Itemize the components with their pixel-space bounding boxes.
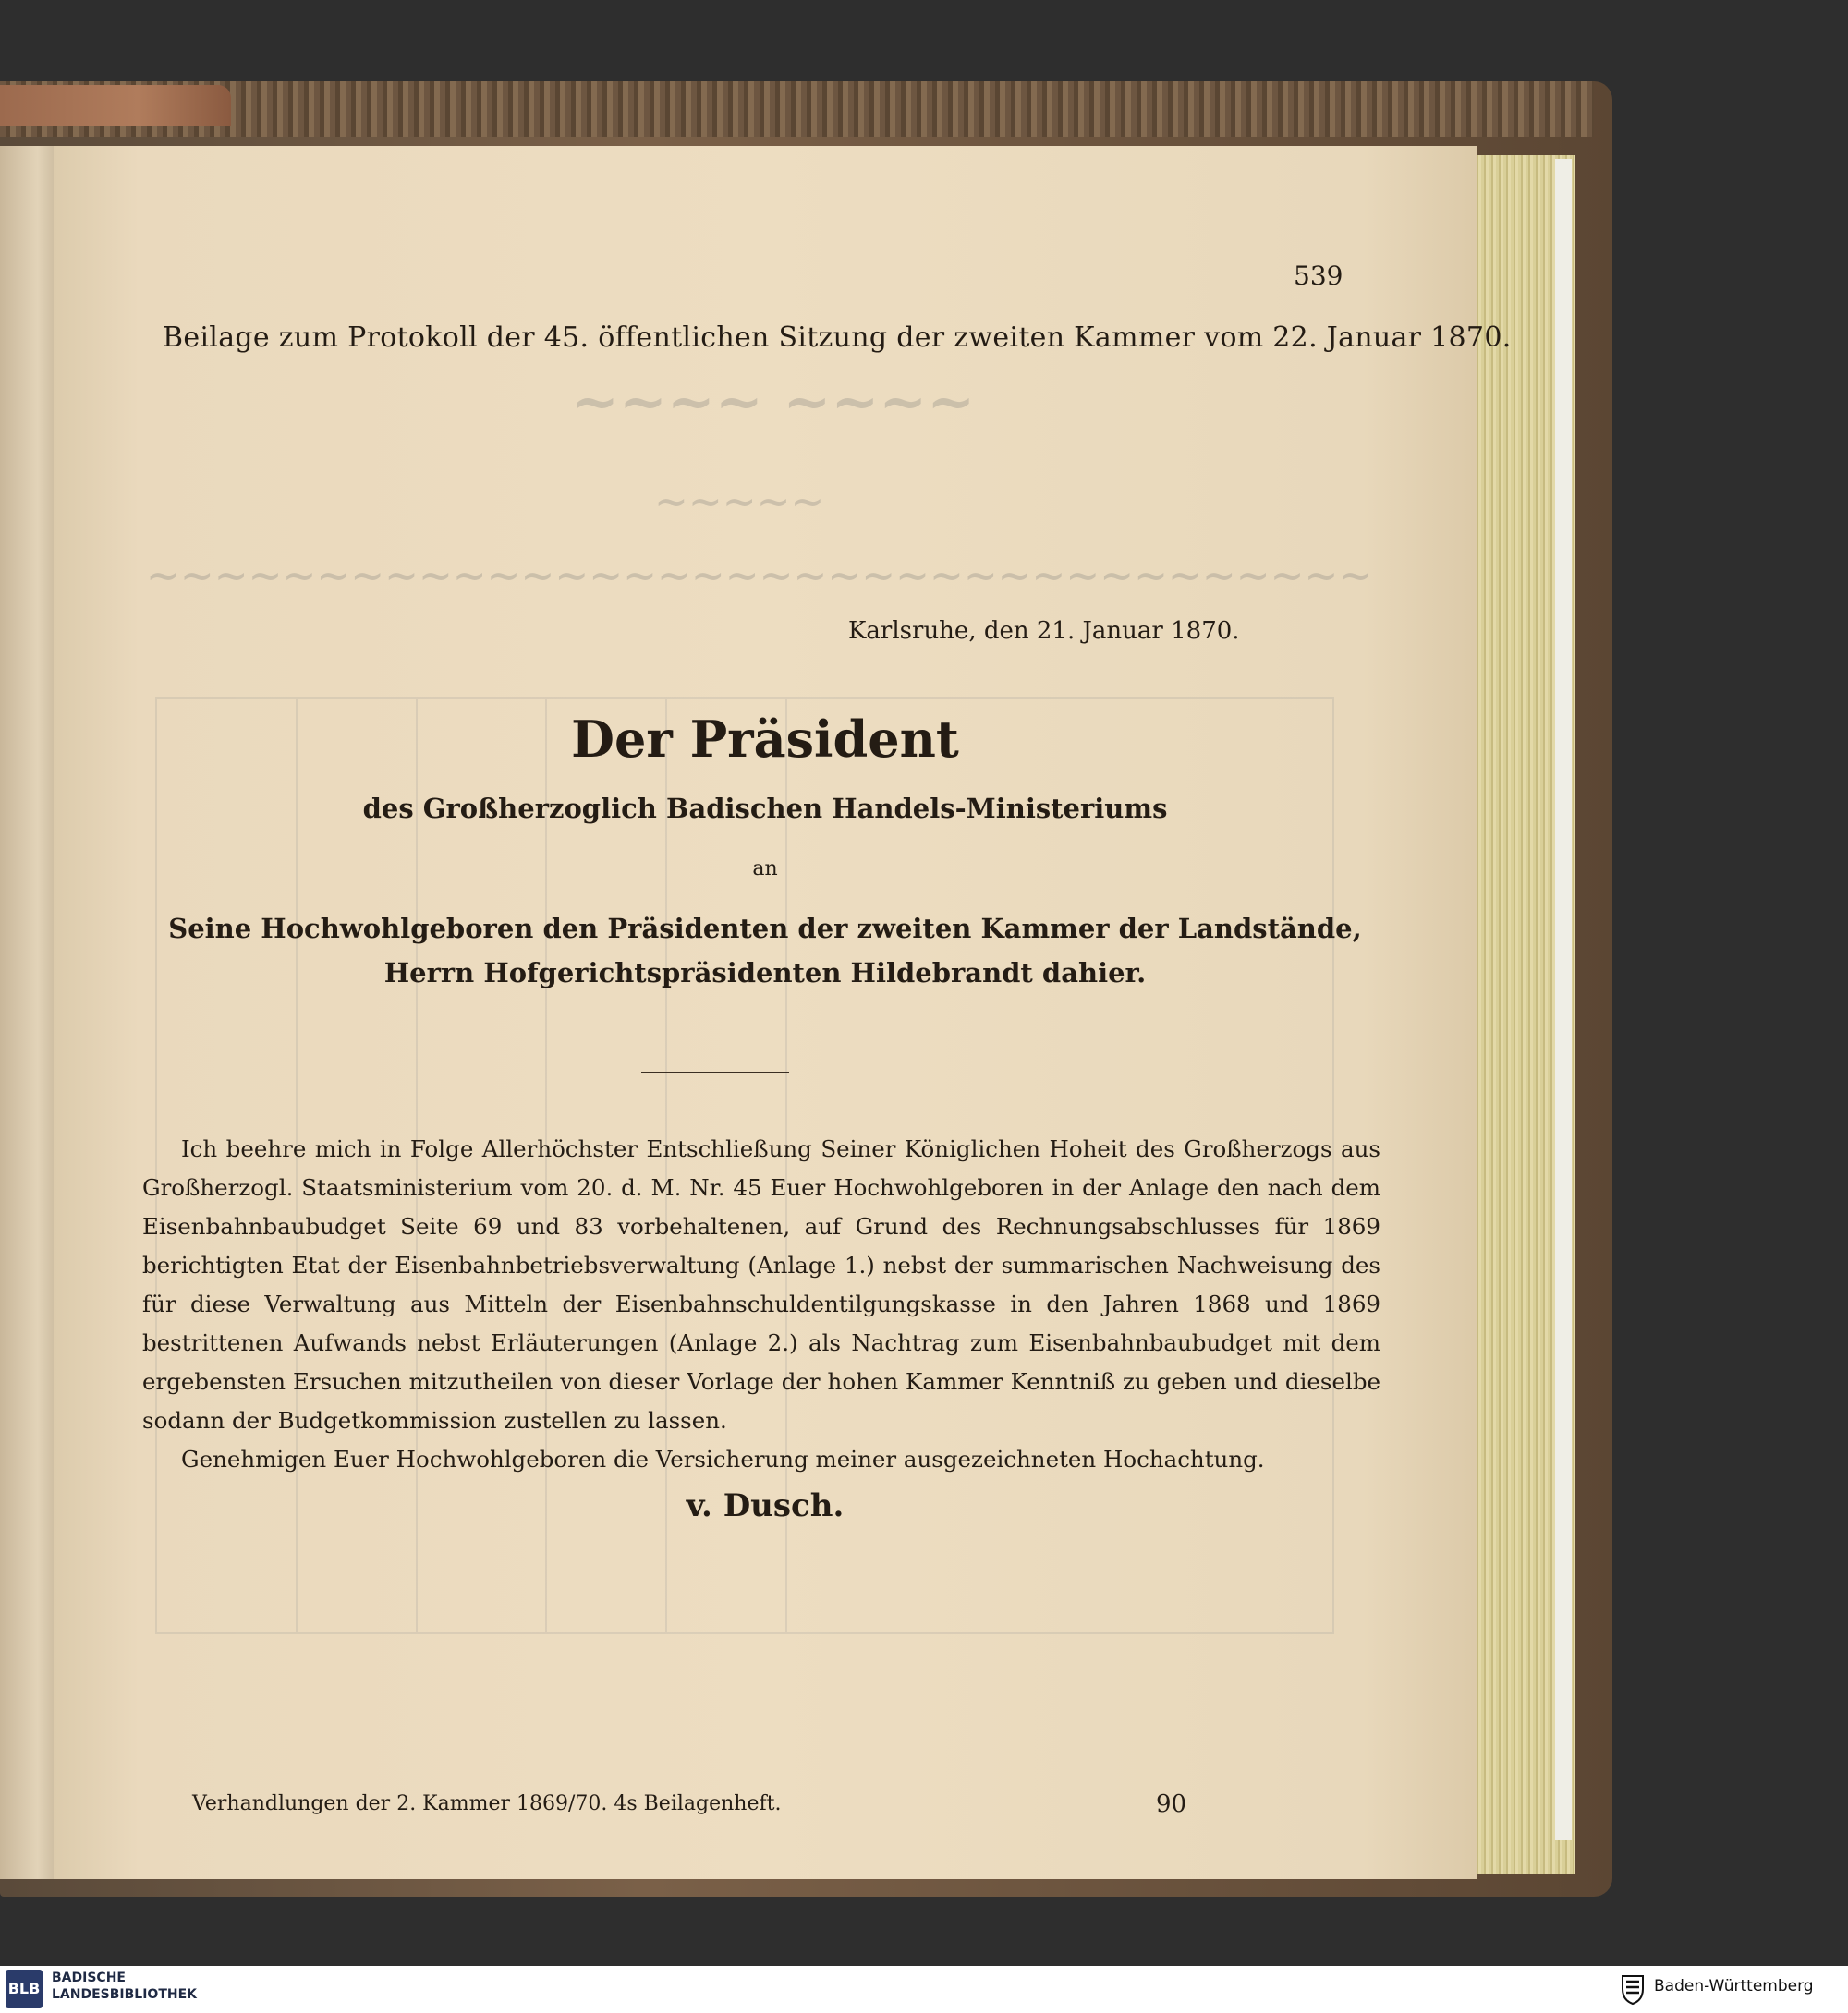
addressee-line-1: Seine Hochwohlgeboren den Präsidenten der zweiten Kammer der Landstände, — [168, 913, 1362, 944]
state-coat-of-arms-icon — [1619, 1972, 1647, 2006]
body-paragraph: Ich beehre mich in Folge Allerhöchster Entschließung Seiner Königlichen Hoheit des Großherzogs aus Großherzogl. Staatsministerium vom 20. d. M. Nr. 45 Euer Hochwohlgeboren in der Anlage den nach dem Eisenbahnbaubudget Seite 69 und 83 vorbehaltenen, auf Grund des Rechnungsabschlusses für 1869 berichtigten Etat der Eisenbahnbetriebsverwaltung (Anlage 1.) nebst der summarischen Nachweisung des für diese Verwaltung aus Mitteln der Eisenbahnschuldentilgungskasse in den Jahren 1868 und 1869 bestrittenen Aufwands nebst Erläuterungen (Anlage 2.) als Nachtrag zum Eisenbahnbaubudget mit dem ergebensten Ersuchen mitzutheilen von dieser Vorlage der hohen Kammer Kenntniß zu geben und dieselbe sodann der Budgetkommission zustellen zu lassen. — [142, 1135, 1380, 1434]
footer-source: Verhandlungen der 2. Kammer 1869/70. 4s Beilagenheft. — [192, 1792, 782, 1815]
library-name[interactable] — [52, 1970, 197, 2003]
show-through-text: ~~~~~ — [654, 479, 825, 526]
spine-leather — [0, 85, 231, 126]
show-through-text: ~~~~ ~~~~ — [571, 368, 976, 435]
page-edge-white — [1555, 159, 1572, 1840]
library-name-line: BADISCHE — [52, 1971, 126, 1985]
addressee-line-2: Herrn Hofgerichtspräsidenten Hildebrandt dahier. — [383, 957, 1147, 988]
supplement-line: Beilage zum Protokoll der 45. öffentlichen Sitzung der zweiten Kammer vom 22. Januar 1870. — [163, 321, 1512, 354]
left-page-edge — [0, 146, 54, 1879]
separator-rule — [641, 1072, 789, 1073]
state-logo-text[interactable]: Baden-Württemberg — [1654, 1977, 1814, 1995]
book-top-edge — [0, 81, 1594, 137]
letter-body — [142, 1130, 1380, 1479]
page-number: 539 — [1294, 261, 1343, 291]
signature: v. Dusch. — [686, 1487, 845, 1524]
letter-subtitle: des Großherzoglich Badischen Handels-Ministeriums — [362, 793, 1168, 824]
blb-logo-icon[interactable]: BLB — [6, 1970, 43, 2008]
addressee-connector: an — [752, 857, 778, 880]
letter-title: Der Präsident — [571, 709, 959, 769]
document-page — [54, 146, 1512, 1879]
show-through-text: ~~~~~~~~~~~~~~~~~~~~~~~~~~~~~~~~~~~~ — [146, 552, 1373, 600]
viewer-footer-bar — [0, 1966, 1848, 2013]
body-paragraph: Genehmigen Euer Hochwohlgeboren die Versicherung meiner ausgezeichneten Hochachtung. — [181, 1446, 1265, 1473]
place-date: Karlsruhe, den 21. Januar 1870. — [848, 617, 1240, 645]
footer-sheet-number: 90 — [1156, 1790, 1187, 1818]
library-name-line: LANDESBIBLIOTHEK — [52, 1987, 198, 2002]
